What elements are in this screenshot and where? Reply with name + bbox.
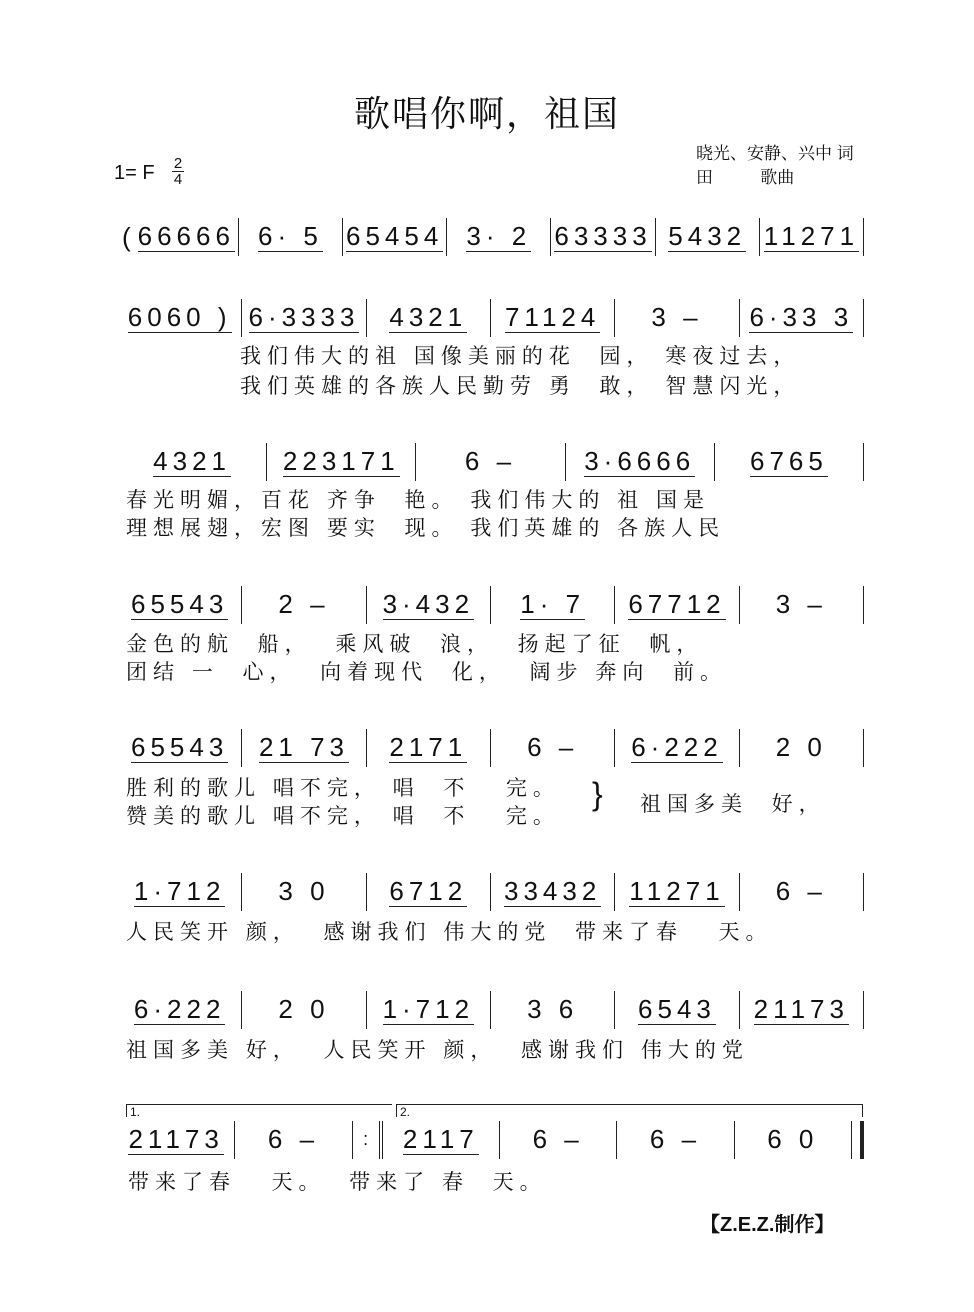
- measure: [242, 586, 366, 624]
- measure: [416, 443, 565, 481]
- measure: [383, 1121, 500, 1159]
- lyric-line: 理想展翅，宏图 要实 现。 我们英雄的 各族人民: [126, 517, 726, 540]
- measure-notes: 6 –: [464, 446, 517, 476]
- measure: [615, 586, 739, 624]
- repeat-sign: [353, 1121, 383, 1159]
- measure-notes: 21173: [128, 1123, 224, 1154]
- lyric-line: 带来了春 天。 带来了 春 天。: [128, 1171, 547, 1194]
- measure: [491, 299, 615, 337]
- measure: [656, 218, 760, 256]
- measure-notes: 3 –: [775, 589, 827, 619]
- measure: [740, 729, 864, 767]
- measure: [491, 991, 615, 1029]
- measure: [447, 218, 551, 256]
- measure: [239, 218, 343, 256]
- measure-notes: 6 –: [775, 876, 827, 906]
- measure: [367, 586, 491, 624]
- measure-notes: :: [363, 1129, 369, 1149]
- measure-notes: 33432: [503, 875, 602, 906]
- measure: [135, 218, 239, 256]
- measure: [367, 991, 491, 1029]
- measure-notes: 3 0: [278, 876, 330, 906]
- brace: }: [592, 776, 603, 812]
- measure-notes: 223171: [282, 445, 400, 476]
- measure-notes: 65543: [131, 588, 229, 619]
- measure-notes: 11271: [763, 220, 860, 251]
- measure: [500, 1121, 617, 1159]
- measure: [551, 218, 655, 256]
- open-paren: (: [122, 221, 131, 252]
- notation-row: [118, 585, 864, 625]
- measure: [615, 729, 739, 767]
- measure-notes: 2171: [389, 731, 468, 762]
- time-signature-bottom: 4: [173, 171, 183, 188]
- measure-notes: 2117: [402, 1123, 479, 1154]
- measure: [615, 873, 739, 911]
- volta-2: 2.: [396, 1104, 863, 1117]
- measure-notes: 21 73: [258, 731, 350, 762]
- notation-row: [118, 298, 864, 338]
- volta-1: 1.: [126, 1104, 392, 1117]
- measure-notes: 6543: [638, 993, 716, 1024]
- composer: 田 歌曲: [696, 168, 795, 187]
- measure-notes: 65454: [345, 220, 444, 251]
- lyric-line: 赞美的歌儿 唱不完， 唱 不 完。: [126, 805, 560, 828]
- measure-notes: 6 –: [527, 732, 579, 762]
- measure-notes: 6· 5: [258, 220, 323, 251]
- measure-notes: 6·222: [631, 731, 723, 762]
- lyric-line: 我们伟大的祖 国像美丽的花 园， 寒夜过去，: [240, 345, 801, 368]
- measure: [491, 586, 615, 624]
- measure: [615, 991, 739, 1029]
- measure-notes: 6060 ): [127, 301, 232, 332]
- lyric-line-chorus: 祖国多美 好，: [640, 793, 826, 816]
- measure-notes: 6712: [389, 875, 468, 906]
- measure-notes: 2 0: [278, 994, 330, 1024]
- measure-notes: 6·3333: [248, 301, 360, 332]
- measure: [491, 873, 615, 911]
- lyric-line: 我们英雄的各族人民勤劳 勇 敢， 智慧闪光，: [240, 375, 801, 398]
- lyric-line: 祖国多美 好， 人民笑开 颜， 感谢我们 伟大的党: [126, 1039, 749, 1062]
- measure-notes: 65543: [131, 731, 229, 762]
- measure-notes: 4321: [389, 301, 468, 332]
- measure: [615, 299, 739, 337]
- measure-notes: 21173: [753, 993, 849, 1024]
- measure-notes: 6 –: [532, 1124, 584, 1154]
- measure-notes: 6 –: [267, 1124, 320, 1154]
- measure-notes: 1· 7: [520, 588, 586, 619]
- lyric-line: 春光明媚，百花 齐争 艳。 我们伟大的 祖 国是: [126, 489, 711, 512]
- measure: [118, 586, 242, 624]
- measure-notes: 6 0: [767, 1124, 819, 1154]
- measure: [118, 991, 242, 1029]
- measure: [242, 299, 366, 337]
- measure-notes: 11271: [629, 875, 725, 906]
- notation-row: [118, 217, 864, 257]
- measure: [267, 443, 416, 481]
- measure: [740, 586, 864, 624]
- lyric-line: 团结 一 心， 向着现代 化， 阔步 奔向 前。: [126, 661, 728, 684]
- measure-notes: 6·33 3: [749, 301, 854, 332]
- measure: [740, 873, 864, 911]
- lyric-line: 人民笑开 颜， 感谢我们 伟大的党 带来了春 天。: [126, 921, 773, 944]
- measure-notes: 2 –: [278, 589, 330, 619]
- measure: [740, 299, 864, 337]
- lyricist: 晓光、安静、兴中 词: [696, 144, 854, 163]
- final-barline: [852, 1121, 864, 1159]
- measure: [735, 1121, 852, 1159]
- notation-row: [118, 990, 864, 1030]
- time-signature-top: 2: [173, 155, 183, 172]
- measure-notes: 3·6666: [584, 445, 696, 476]
- measure-notes: 63333: [554, 220, 652, 251]
- notation-row: [118, 1120, 864, 1160]
- key-signature: 1= F: [114, 162, 155, 184]
- measure: [367, 873, 491, 911]
- measure-notes: 1·712: [382, 993, 475, 1024]
- measure: [617, 1121, 734, 1159]
- measure: [367, 299, 491, 337]
- measure: [367, 729, 491, 767]
- measure-notes: 2 0: [775, 732, 827, 762]
- time-signature: [172, 156, 184, 187]
- measure: [235, 1121, 352, 1159]
- notation-row: [118, 728, 864, 768]
- measure-notes: 66666: [137, 220, 235, 251]
- measure: [118, 873, 242, 911]
- measure: [242, 991, 366, 1029]
- footer-credit: 【Z.E.Z.制作】: [700, 1214, 835, 1236]
- measure-notes: 67712: [628, 588, 726, 619]
- notation-row: [118, 442, 864, 482]
- measure-notes: 3 6: [527, 994, 579, 1024]
- measure: [566, 443, 715, 481]
- measure-notes: 3 –: [651, 302, 703, 332]
- measure-notes: 6765: [749, 445, 828, 476]
- measure-notes: 5432: [668, 220, 747, 251]
- measure: [118, 299, 242, 337]
- measure: [242, 729, 366, 767]
- measure-notes: 71124: [504, 301, 601, 332]
- measure: [740, 991, 864, 1029]
- measure: [242, 873, 366, 911]
- notation-row: [118, 872, 864, 912]
- measure: [760, 218, 864, 256]
- measure-notes: 3·432: [382, 588, 475, 619]
- lyric-line: 胜利的歌儿 唱不完， 唱 不 完。: [126, 777, 560, 800]
- measure-notes: 6 –: [649, 1124, 702, 1154]
- song-title: 歌唱你啊，祖国: [353, 93, 620, 134]
- lyric-line: 金色的航 船， 乘风破 浪， 扬起了征 帆，: [126, 633, 704, 656]
- measure-notes: 3· 2: [466, 220, 532, 251]
- measure: [118, 443, 267, 481]
- measure: [715, 443, 864, 481]
- measure-notes: 4321: [153, 445, 232, 476]
- measure: [343, 218, 447, 256]
- measure-notes: 1·712: [133, 875, 226, 906]
- measure: [118, 729, 242, 767]
- credits: [696, 142, 854, 190]
- measure-notes: 6·222: [133, 993, 226, 1024]
- measure: [491, 729, 615, 767]
- measure: [118, 1121, 235, 1159]
